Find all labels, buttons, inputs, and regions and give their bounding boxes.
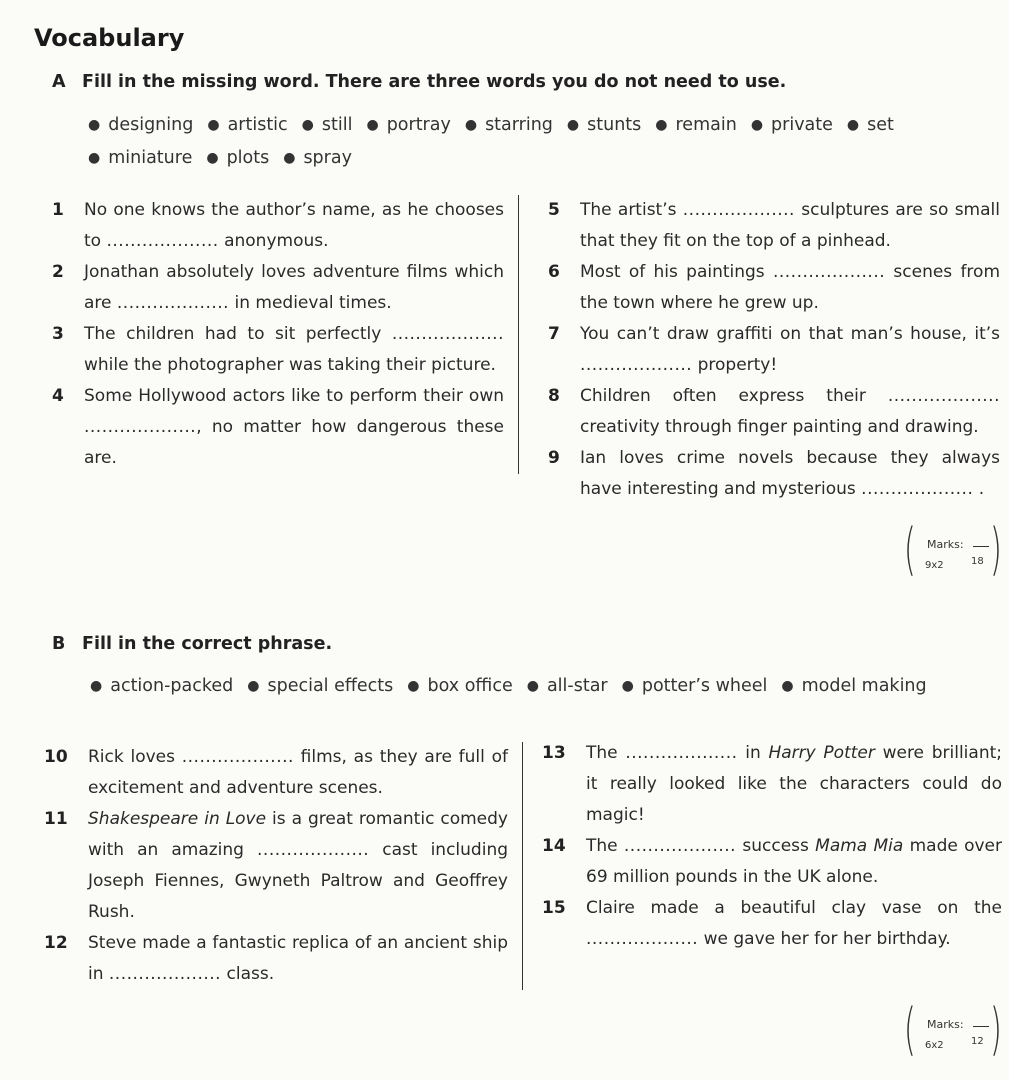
- question-item: [548, 381, 1000, 443]
- question-text: You can’t draw graffiti on that man’s house, it’s: [580, 324, 1000, 344]
- bullet-icon: ●: [88, 117, 101, 133]
- answer-blank: ...................: [181, 747, 294, 767]
- word-bank-word: all-star: [546, 676, 608, 696]
- question-item: [52, 381, 504, 474]
- bullet-icon: ●: [366, 117, 379, 133]
- question-number: 6: [548, 262, 560, 282]
- question-number: 11: [44, 809, 68, 829]
- question-text: Rick loves: [88, 747, 182, 767]
- answer-blank: ...................: [623, 836, 737, 856]
- answer-blank: ...................: [116, 293, 230, 313]
- question-text: anonymous.: [218, 231, 329, 251]
- italic-title: Mama Mia: [815, 836, 904, 856]
- question-text: we gave her for her birthday.: [698, 929, 951, 949]
- italic-title: Harry Potter: [768, 743, 875, 763]
- question-text: films, as they are full of excitement and adventure scenes.: [88, 747, 508, 798]
- word-bank-item: [567, 115, 641, 135]
- word-bank-word: remain: [675, 115, 737, 135]
- word-bank-word: stunts: [587, 115, 642, 135]
- word-bank-word: special effects: [267, 676, 394, 696]
- word-bank-item: [88, 148, 192, 168]
- bullet-icon: ●: [655, 117, 668, 133]
- section-b-heading: [52, 634, 332, 654]
- answer-blank: ...................: [580, 355, 693, 375]
- answer-blank: ...................: [887, 386, 1000, 406]
- question-number: 10: [44, 747, 68, 767]
- word-bank-row: [90, 676, 941, 709]
- question-text: were brilliant; it really looked like the characters could do magic!: [586, 743, 1002, 825]
- word-bank-item: [407, 676, 512, 696]
- answer-blank: ...................: [625, 743, 738, 763]
- word-bank-item: [206, 148, 269, 168]
- question-number: 14: [542, 836, 566, 856]
- question-number: 5: [548, 200, 560, 220]
- question-text: , no matter how dangerous these are.: [84, 417, 504, 468]
- answer-blank: ...................: [861, 479, 974, 499]
- question-text: cast including Joseph Fiennes, Gwyneth Paltrow and Geoffrey Rush.: [88, 840, 509, 922]
- marks-calc: 6x2: [925, 1040, 944, 1051]
- word-bank-word: artistic: [227, 115, 288, 135]
- marks-calc: 9x2: [925, 560, 944, 571]
- section-b-right-column: [542, 738, 1002, 955]
- question-text: sculptures are so small that they fit on the top of a pinhead.: [580, 200, 1000, 251]
- section-a-instruction: Fill in the missing word. There are three words you do not need to use.: [82, 72, 787, 92]
- bullet-icon: ●: [90, 678, 103, 694]
- word-bank-item: [366, 115, 450, 135]
- section-a-left-column: [52, 195, 519, 474]
- word-bank-word: action-packed: [110, 676, 234, 696]
- word-bank-item: [527, 676, 608, 696]
- question-text: The children had to sit perfectly: [84, 324, 392, 344]
- bullet-icon: ●: [526, 678, 539, 694]
- question-item: [542, 831, 1002, 893]
- marks-label: Marks:: [927, 1018, 964, 1031]
- bullet-icon: ●: [621, 678, 634, 694]
- section-b-marks: ( Marks: 6x2 12 ): [903, 997, 1003, 1062]
- bullet-icon: ●: [464, 117, 478, 133]
- word-bank-word: portray: [386, 115, 451, 135]
- question-item: [44, 804, 508, 928]
- question-number: 3: [52, 324, 64, 344]
- word-bank-item: [283, 148, 352, 168]
- answer-blank: ...................: [108, 964, 222, 984]
- question-text: Claire made a beautiful clay vase on the: [586, 898, 1002, 918]
- question-text: property!: [692, 355, 778, 375]
- question-text: The artist’s: [580, 200, 683, 220]
- question-number: 8: [548, 386, 560, 406]
- question-text: Steve made a fantastic replica of an ancient ship in: [88, 933, 508, 984]
- marks-total: 18: [971, 556, 984, 567]
- question-text: is a great romantic comedy with an amazing: [88, 809, 508, 860]
- word-bank-item: [751, 115, 833, 135]
- word-bank-row: [88, 148, 908, 181]
- answer-blank: ...................: [84, 417, 197, 437]
- question-text: No one knows the author’s name, as he chooses to: [84, 200, 504, 251]
- bullet-icon: ●: [781, 678, 794, 694]
- bullet-icon: ●: [301, 117, 314, 133]
- word-bank-word: miniature: [108, 148, 193, 168]
- bullet-icon: ●: [207, 117, 220, 133]
- question-text: creativity through finger painting and drawing.: [580, 417, 979, 437]
- question-number: 9: [548, 448, 560, 468]
- word-bank-item: [781, 676, 926, 696]
- page-title: Vocabulary: [34, 24, 185, 52]
- question-number: 12: [44, 933, 68, 953]
- question-item: [548, 443, 1000, 505]
- question-text: class.: [221, 964, 275, 984]
- italic-title: Shakespeare in Love: [88, 809, 267, 829]
- question-number: 13: [542, 743, 566, 763]
- question-text: .: [973, 479, 985, 499]
- question-item: [44, 928, 508, 990]
- bullet-icon: ●: [206, 150, 219, 166]
- question-number: 7: [548, 324, 560, 344]
- word-bank-word: starring: [485, 115, 553, 135]
- question-item: [52, 319, 504, 381]
- word-bank-item: [88, 115, 193, 135]
- question-text: The: [586, 743, 626, 763]
- word-bank-word: potter’s wheel: [641, 676, 768, 696]
- word-bank-word: private: [771, 115, 833, 135]
- question-item: [548, 195, 1000, 257]
- answer-blank: ...................: [257, 840, 370, 860]
- answer-blank: ...................: [772, 262, 886, 282]
- section-b-left-column: [44, 742, 523, 990]
- bullet-icon: ●: [846, 117, 860, 133]
- question-item: [52, 257, 504, 319]
- question-text: The: [586, 836, 624, 856]
- question-item: [548, 257, 1000, 319]
- word-bank-word: designing: [108, 115, 194, 135]
- section-a-heading: [52, 72, 786, 92]
- word-bank-word: spray: [303, 148, 352, 168]
- word-bank-item: [465, 115, 553, 135]
- question-text: Ian loves crime novels because they always have interesting and mysterious: [580, 448, 1000, 499]
- section-a-letter: A: [52, 72, 66, 92]
- marks-total: 12: [971, 1036, 984, 1047]
- question-number: 4: [52, 386, 64, 406]
- question-text: made over 69 million pounds in the UK alone.: [586, 836, 1003, 887]
- answer-blank: ...................: [586, 929, 699, 949]
- word-bank-item: [207, 115, 287, 135]
- question-text: while the photographer was taking their picture.: [84, 355, 496, 375]
- answer-blank: ...................: [391, 324, 504, 344]
- word-bank-word: model making: [801, 676, 927, 696]
- question-text: Most of his paintings: [580, 262, 773, 282]
- question-text: success: [736, 836, 816, 856]
- word-bank-item: [302, 115, 353, 135]
- question-number: 15: [542, 898, 566, 918]
- question-item: [542, 893, 1002, 955]
- question-text: Some Hollywood actors like to perform their own: [84, 386, 504, 406]
- question-item: [542, 738, 1002, 831]
- word-bank-word: still: [321, 115, 353, 135]
- question-item: [44, 742, 508, 804]
- bullet-icon: ●: [407, 678, 420, 694]
- word-bank-item: [847, 115, 894, 135]
- bullet-icon: ●: [566, 117, 580, 133]
- question-text: Jonathan absolutely loves adventure films which are: [84, 262, 504, 313]
- question-item: [52, 195, 504, 257]
- bullet-icon: ●: [88, 150, 101, 166]
- section-b-letter: B: [52, 634, 66, 654]
- word-bank-item: [622, 676, 768, 696]
- section-a-right-column: [548, 195, 1000, 505]
- section-b-word-bank: [90, 676, 941, 709]
- question-text: Children often express their: [580, 386, 888, 406]
- question-text: in medieval times.: [229, 293, 392, 313]
- bullet-icon: ●: [283, 150, 296, 166]
- bullet-icon: ●: [247, 678, 260, 694]
- question-text: scenes from the town where he grew up.: [580, 262, 1001, 313]
- section-b-instruction: Fill in the correct phrase.: [82, 634, 333, 654]
- word-bank-item: [247, 676, 393, 696]
- word-bank-word: box office: [427, 676, 513, 696]
- question-number: 1: [52, 200, 64, 220]
- word-bank-word: plots: [226, 148, 270, 168]
- answer-blank: ...................: [682, 200, 795, 220]
- word-bank-item: [90, 676, 233, 696]
- question-item: [548, 319, 1000, 381]
- bullet-icon: ●: [750, 117, 764, 133]
- word-bank-row: [88, 115, 908, 148]
- marks-label: Marks:: [927, 538, 964, 551]
- word-bank-item: [655, 115, 737, 135]
- question-text: in: [737, 743, 769, 763]
- section-a-marks: ( Marks: 9x2 18 ): [903, 517, 1003, 582]
- answer-blank: ...................: [106, 231, 219, 251]
- section-a-word-bank: [88, 115, 908, 181]
- question-number: 2: [52, 262, 64, 282]
- word-bank-word: set: [867, 115, 894, 135]
